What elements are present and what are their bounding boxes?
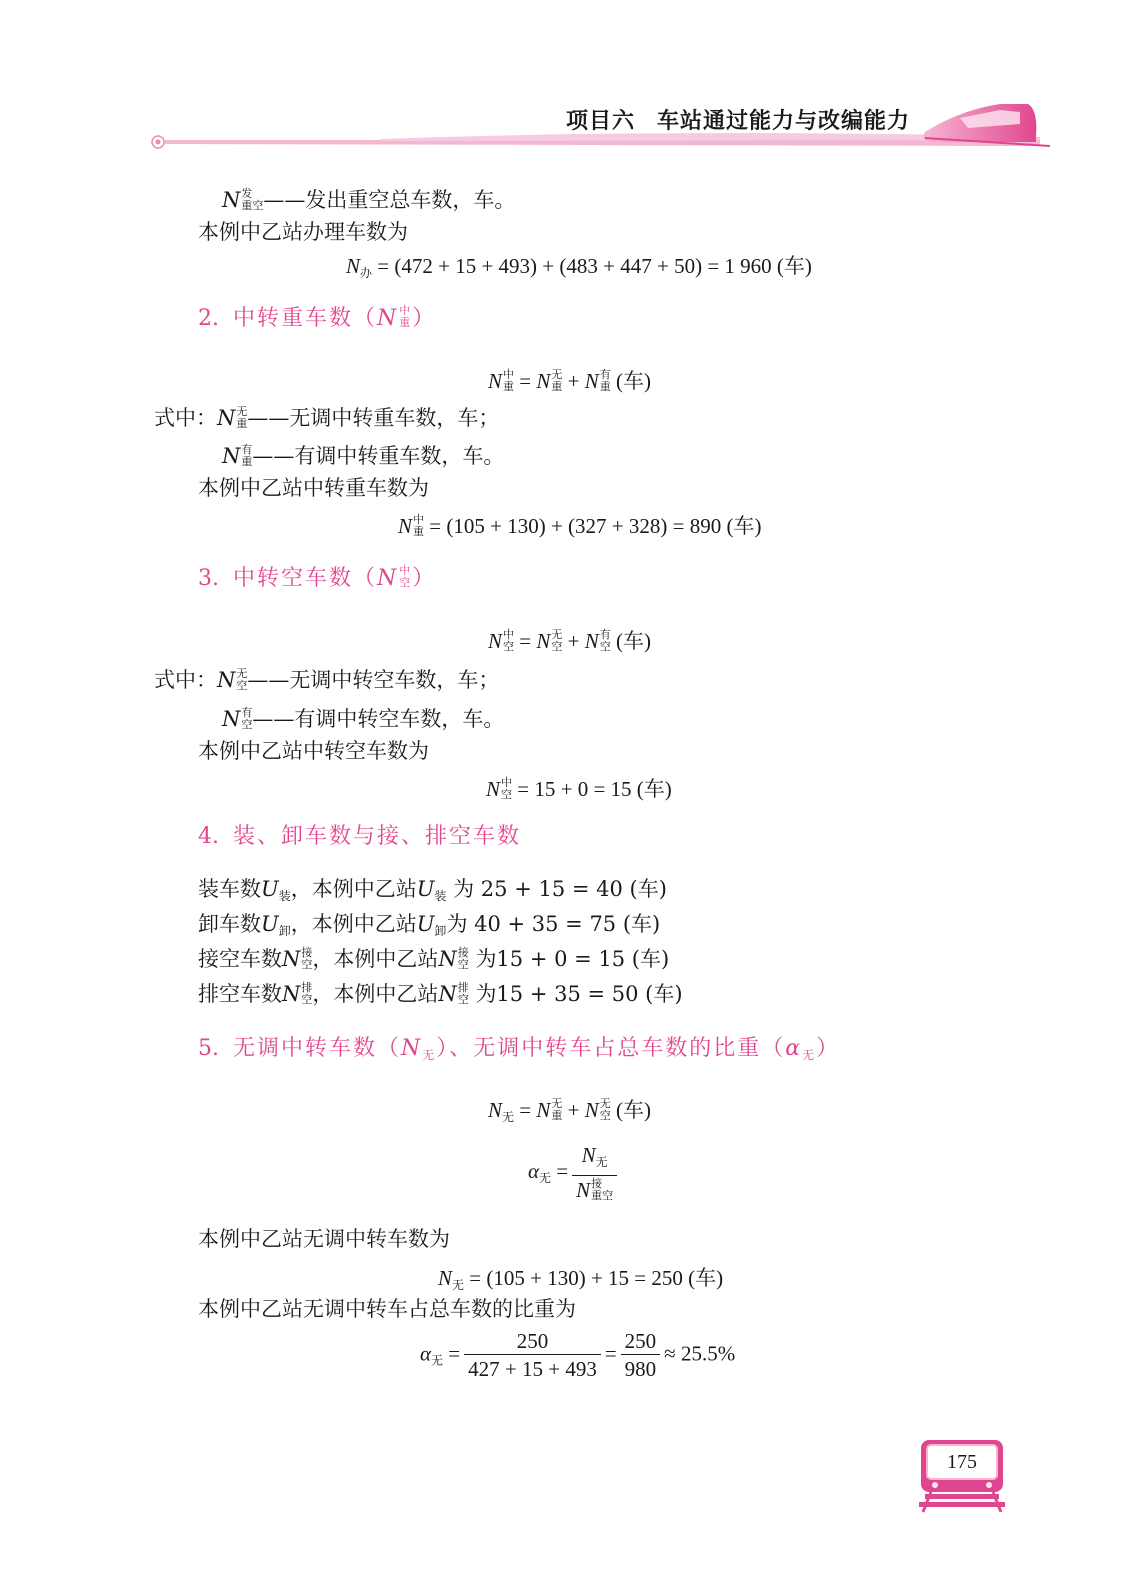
symbol-n: N bbox=[536, 629, 551, 653]
sub-wu: 无 bbox=[452, 1278, 465, 1292]
shizhong-label: 式中： bbox=[154, 668, 217, 692]
heading-5 bbox=[198, 1034, 840, 1070]
symbol-n: N bbox=[377, 566, 399, 591]
sub-kong: 空 bbox=[236, 678, 248, 692]
symbol-n: N bbox=[584, 1098, 599, 1122]
eq-sign: = bbox=[604, 1341, 617, 1366]
symbol-alpha: α bbox=[420, 1341, 432, 1366]
example-intro-4: 本例中乙站无调中转车数为 bbox=[198, 1227, 450, 1251]
formula-ban bbox=[346, 252, 812, 287]
numerator: 250 bbox=[516, 1329, 549, 1353]
sub-zhongc: 重 bbox=[551, 381, 563, 394]
sup-wu: 无 bbox=[599, 1098, 611, 1111]
text: 为15 + 0 = 15 (车) bbox=[475, 947, 670, 971]
fraction bbox=[572, 1142, 617, 1204]
sub-zhongc: 重 bbox=[236, 416, 248, 430]
text: 接空车数 bbox=[198, 947, 282, 971]
sub-ban: 办 bbox=[360, 266, 373, 280]
heading-3 bbox=[198, 564, 436, 594]
sub-zhongc: 重 bbox=[399, 316, 413, 329]
symbol-n: N bbox=[438, 982, 457, 1006]
sub-zhongc: 重 bbox=[599, 381, 611, 394]
sup-zhong: 中 bbox=[399, 304, 413, 317]
sub-kong: 空 bbox=[301, 957, 313, 971]
symbol-n: N bbox=[584, 369, 599, 393]
approx-result: ≈ 25.5% bbox=[664, 1341, 736, 1366]
sup-zhong: 中 bbox=[413, 514, 425, 527]
unit: (车) bbox=[615, 369, 651, 393]
sup-fa: 发 bbox=[241, 186, 253, 200]
formula-ban-rhs: = (472 + 15 + 493) + (483 + 447 + 50) = 1 960 (车) bbox=[377, 254, 812, 278]
plus-sign: + bbox=[567, 629, 580, 653]
sub-kong: 空 bbox=[241, 717, 253, 731]
eq-sign: = bbox=[519, 1098, 532, 1122]
def-fa-line bbox=[222, 186, 515, 214]
def-wu-zhong-line bbox=[154, 404, 499, 432]
def-text: ——无调中转重车数，车； bbox=[247, 406, 500, 430]
sup-zhong: 中 bbox=[501, 777, 513, 790]
sup-jie: 接 bbox=[591, 1178, 603, 1191]
sup-wu: 无 bbox=[236, 666, 248, 680]
symbol-n: N bbox=[346, 254, 361, 278]
sup-wu: 无 bbox=[551, 629, 563, 642]
eq-sign: = bbox=[556, 1158, 569, 1183]
sub-zhongc: 重 bbox=[413, 526, 425, 539]
page-number: 175 bbox=[947, 1451, 977, 1473]
sub-kong: 空 bbox=[599, 1110, 611, 1123]
formula-zhong-kong bbox=[488, 627, 651, 655]
heading-5-text-b: ）、无调中转车占总车数的比重（ bbox=[436, 1036, 786, 1061]
symbol-n: N bbox=[581, 1143, 596, 1167]
symbol-n: N bbox=[486, 777, 501, 801]
symbol-n: N bbox=[536, 1098, 551, 1122]
text: 排空车数 bbox=[198, 982, 282, 1006]
symbol-alpha: α bbox=[785, 1036, 803, 1061]
sub-zhuang: 装 bbox=[434, 889, 447, 903]
symbol-n: N bbox=[217, 406, 236, 430]
sub-wu: 无 bbox=[502, 1110, 515, 1124]
fraction bbox=[464, 1328, 601, 1383]
sup-jie: 接 bbox=[301, 945, 313, 959]
def-text: ——无调中转空车数，车； bbox=[247, 668, 500, 692]
sup-you: 有 bbox=[599, 629, 611, 642]
sub-kong: 空 bbox=[599, 641, 611, 654]
heading-3-number: 3. bbox=[198, 566, 219, 591]
formula-alpha-def bbox=[528, 1142, 621, 1204]
formula-zhong-zhong-value bbox=[398, 512, 761, 540]
example-intro-5: 本例中乙站无调中转车占总车数的比重为 bbox=[198, 1297, 576, 1321]
sub-zhongkong: 重空 bbox=[241, 198, 264, 212]
header-chapter: 项目六 bbox=[566, 109, 636, 134]
sub-wu: 无 bbox=[802, 1048, 817, 1062]
sup-zhong: 中 bbox=[503, 369, 515, 382]
eq-sign: = bbox=[448, 1341, 461, 1366]
heading-4 bbox=[198, 822, 521, 852]
sup-you: 有 bbox=[241, 705, 253, 719]
sub-wu: 无 bbox=[539, 1170, 552, 1185]
sup-wu: 无 bbox=[236, 404, 248, 418]
formula-rhs: = (105 + 130) + (327 + 328) = 890 (车) bbox=[429, 514, 762, 538]
heading-3-end: ） bbox=[412, 566, 437, 591]
sub-kong: 空 bbox=[301, 992, 313, 1006]
sub-zhongc: 重 bbox=[503, 381, 515, 394]
symbol-n: N bbox=[217, 668, 236, 692]
def-wu-kong-line bbox=[154, 666, 499, 694]
example-intro-2: 本例中乙站中转重车数为 bbox=[198, 476, 429, 500]
unit: (车) bbox=[616, 1098, 651, 1122]
heading-2-text: 中转重车数（ bbox=[233, 306, 378, 331]
symbol-n: N bbox=[584, 629, 599, 653]
symbol-n: N bbox=[488, 629, 503, 653]
symbol-n: N bbox=[576, 1178, 591, 1202]
sub-xie: 卸 bbox=[278, 924, 291, 938]
symbol-n: N bbox=[282, 947, 301, 971]
sub-zhongc: 重 bbox=[241, 454, 253, 468]
text: ，本例中乙站 bbox=[290, 877, 417, 901]
line-pai bbox=[198, 980, 683, 1008]
header-decoration bbox=[0, 0, 1127, 170]
heading-2-number: 2. bbox=[198, 306, 219, 331]
symbol-u: U bbox=[261, 877, 279, 901]
def-text: ——有调中转空车数，车。 bbox=[252, 707, 505, 731]
header-title bbox=[566, 104, 910, 135]
numerator: 250 bbox=[624, 1329, 657, 1353]
denominator: 980 bbox=[621, 1354, 661, 1383]
symbol-n: N bbox=[222, 444, 241, 468]
text: ，本例中乙站 bbox=[290, 912, 417, 936]
line-xie bbox=[198, 910, 660, 945]
sup-wu: 无 bbox=[551, 1098, 563, 1111]
fraction bbox=[621, 1328, 661, 1383]
formula-rhs: = (105 + 130) + 15 = 250 (车) bbox=[469, 1266, 724, 1290]
sub-xie: 卸 bbox=[434, 924, 447, 938]
sup-wu: 无 bbox=[551, 369, 563, 382]
text: ，本例中乙站 bbox=[312, 982, 439, 1006]
symbol-n: N bbox=[438, 947, 457, 971]
sub-kong: 空 bbox=[457, 957, 469, 971]
formula-wu bbox=[488, 1096, 651, 1131]
heading-5-end: ） bbox=[816, 1036, 841, 1061]
heading-5-text-a: 无调中转车数（ bbox=[233, 1036, 402, 1061]
eq-sign: = bbox=[519, 369, 532, 393]
heading-5-number: 5. bbox=[198, 1036, 219, 1061]
sup-jie: 接 bbox=[457, 945, 469, 959]
symbol-n: N bbox=[536, 369, 551, 393]
heading-3-text: 中转空车数（ bbox=[233, 566, 378, 591]
symbol-u: U bbox=[416, 877, 435, 901]
symbol-n: N bbox=[377, 306, 399, 331]
symbol-n: N bbox=[222, 188, 241, 212]
sup-you: 有 bbox=[241, 442, 253, 456]
sup-you: 有 bbox=[599, 369, 611, 382]
symbol-n: N bbox=[401, 1036, 423, 1061]
sub-wu: 无 bbox=[422, 1048, 437, 1062]
symbol-n: N bbox=[222, 707, 241, 731]
def-fa-text: ——发出重空总车数，车。 bbox=[263, 188, 516, 212]
def-you-kong-line bbox=[222, 705, 504, 733]
formula-rhs: = 15 + 0 = 15 (车) bbox=[517, 777, 672, 801]
symbol-n: N bbox=[398, 514, 413, 538]
heading-2-end: ） bbox=[412, 306, 437, 331]
formula-alpha-value bbox=[420, 1328, 735, 1383]
symbol-u: U bbox=[261, 912, 279, 936]
text: 为 25 + 15 = 40 (车) bbox=[453, 877, 667, 901]
sup-zhong: 中 bbox=[503, 629, 515, 642]
text: 为 40 + 35 = 75 (车) bbox=[446, 912, 661, 936]
def-text: ——有调中转重车数，车。 bbox=[252, 444, 505, 468]
sub-kong: 空 bbox=[503, 641, 515, 654]
plus-sign: + bbox=[567, 1098, 580, 1122]
line-jie bbox=[198, 945, 669, 973]
symbol-u: U bbox=[416, 912, 435, 936]
symbol-n: N bbox=[488, 369, 503, 393]
sub-kong: 空 bbox=[551, 641, 563, 654]
symbol-alpha: α bbox=[528, 1158, 540, 1183]
heading-4-text: 装、卸车数与接、排空车数 bbox=[233, 824, 522, 849]
sub-zhongkong: 重空 bbox=[591, 1190, 614, 1203]
text: ，本例中乙站 bbox=[312, 947, 439, 971]
sub-zhongc: 重 bbox=[551, 1110, 563, 1123]
formula-zhong-zhong bbox=[488, 367, 651, 395]
line-zhuang bbox=[198, 875, 667, 910]
header-chapter-title: 车站通过能力与改编能力 bbox=[657, 109, 911, 134]
symbol-n: N bbox=[438, 1266, 453, 1290]
example-intro-3: 本例中乙站中转空车数为 bbox=[198, 739, 429, 763]
unit: (车) bbox=[615, 629, 651, 653]
heading-2 bbox=[198, 304, 436, 334]
def-you-zhong-line bbox=[222, 442, 504, 470]
denominator: 427 + 15 + 493 bbox=[464, 1354, 601, 1383]
sub-wu: 无 bbox=[431, 1353, 444, 1368]
formula-zhong-kong-value bbox=[486, 775, 672, 803]
sup-pai: 排 bbox=[457, 980, 469, 994]
eq-sign: = bbox=[519, 629, 532, 653]
shizhong-label: 式中： bbox=[154, 406, 217, 430]
sub-wu: 无 bbox=[595, 1155, 608, 1169]
symbol-n: N bbox=[488, 1098, 503, 1122]
text: 卸车数 bbox=[198, 912, 261, 936]
heading-4-number: 4. bbox=[198, 824, 219, 849]
sub-kong: 空 bbox=[457, 992, 469, 1006]
header-rule bbox=[164, 140, 1040, 146]
train-icon bbox=[923, 104, 1050, 146]
example-intro-1: 本例中乙站办理车数为 bbox=[198, 220, 408, 244]
text: 为15 + 35 = 50 (车) bbox=[475, 982, 683, 1006]
text: 装车数 bbox=[198, 877, 261, 901]
sub-kong: 空 bbox=[399, 576, 413, 589]
sup-pai: 排 bbox=[301, 980, 313, 994]
plus-sign: + bbox=[567, 369, 580, 393]
sup-zhong: 中 bbox=[399, 564, 413, 577]
sub-kong: 空 bbox=[501, 789, 513, 802]
formula-wu-value bbox=[438, 1264, 723, 1299]
page-number-badge bbox=[915, 1432, 1010, 1516]
sub-zhuang: 装 bbox=[278, 889, 291, 903]
symbol-n: N bbox=[282, 982, 301, 1006]
